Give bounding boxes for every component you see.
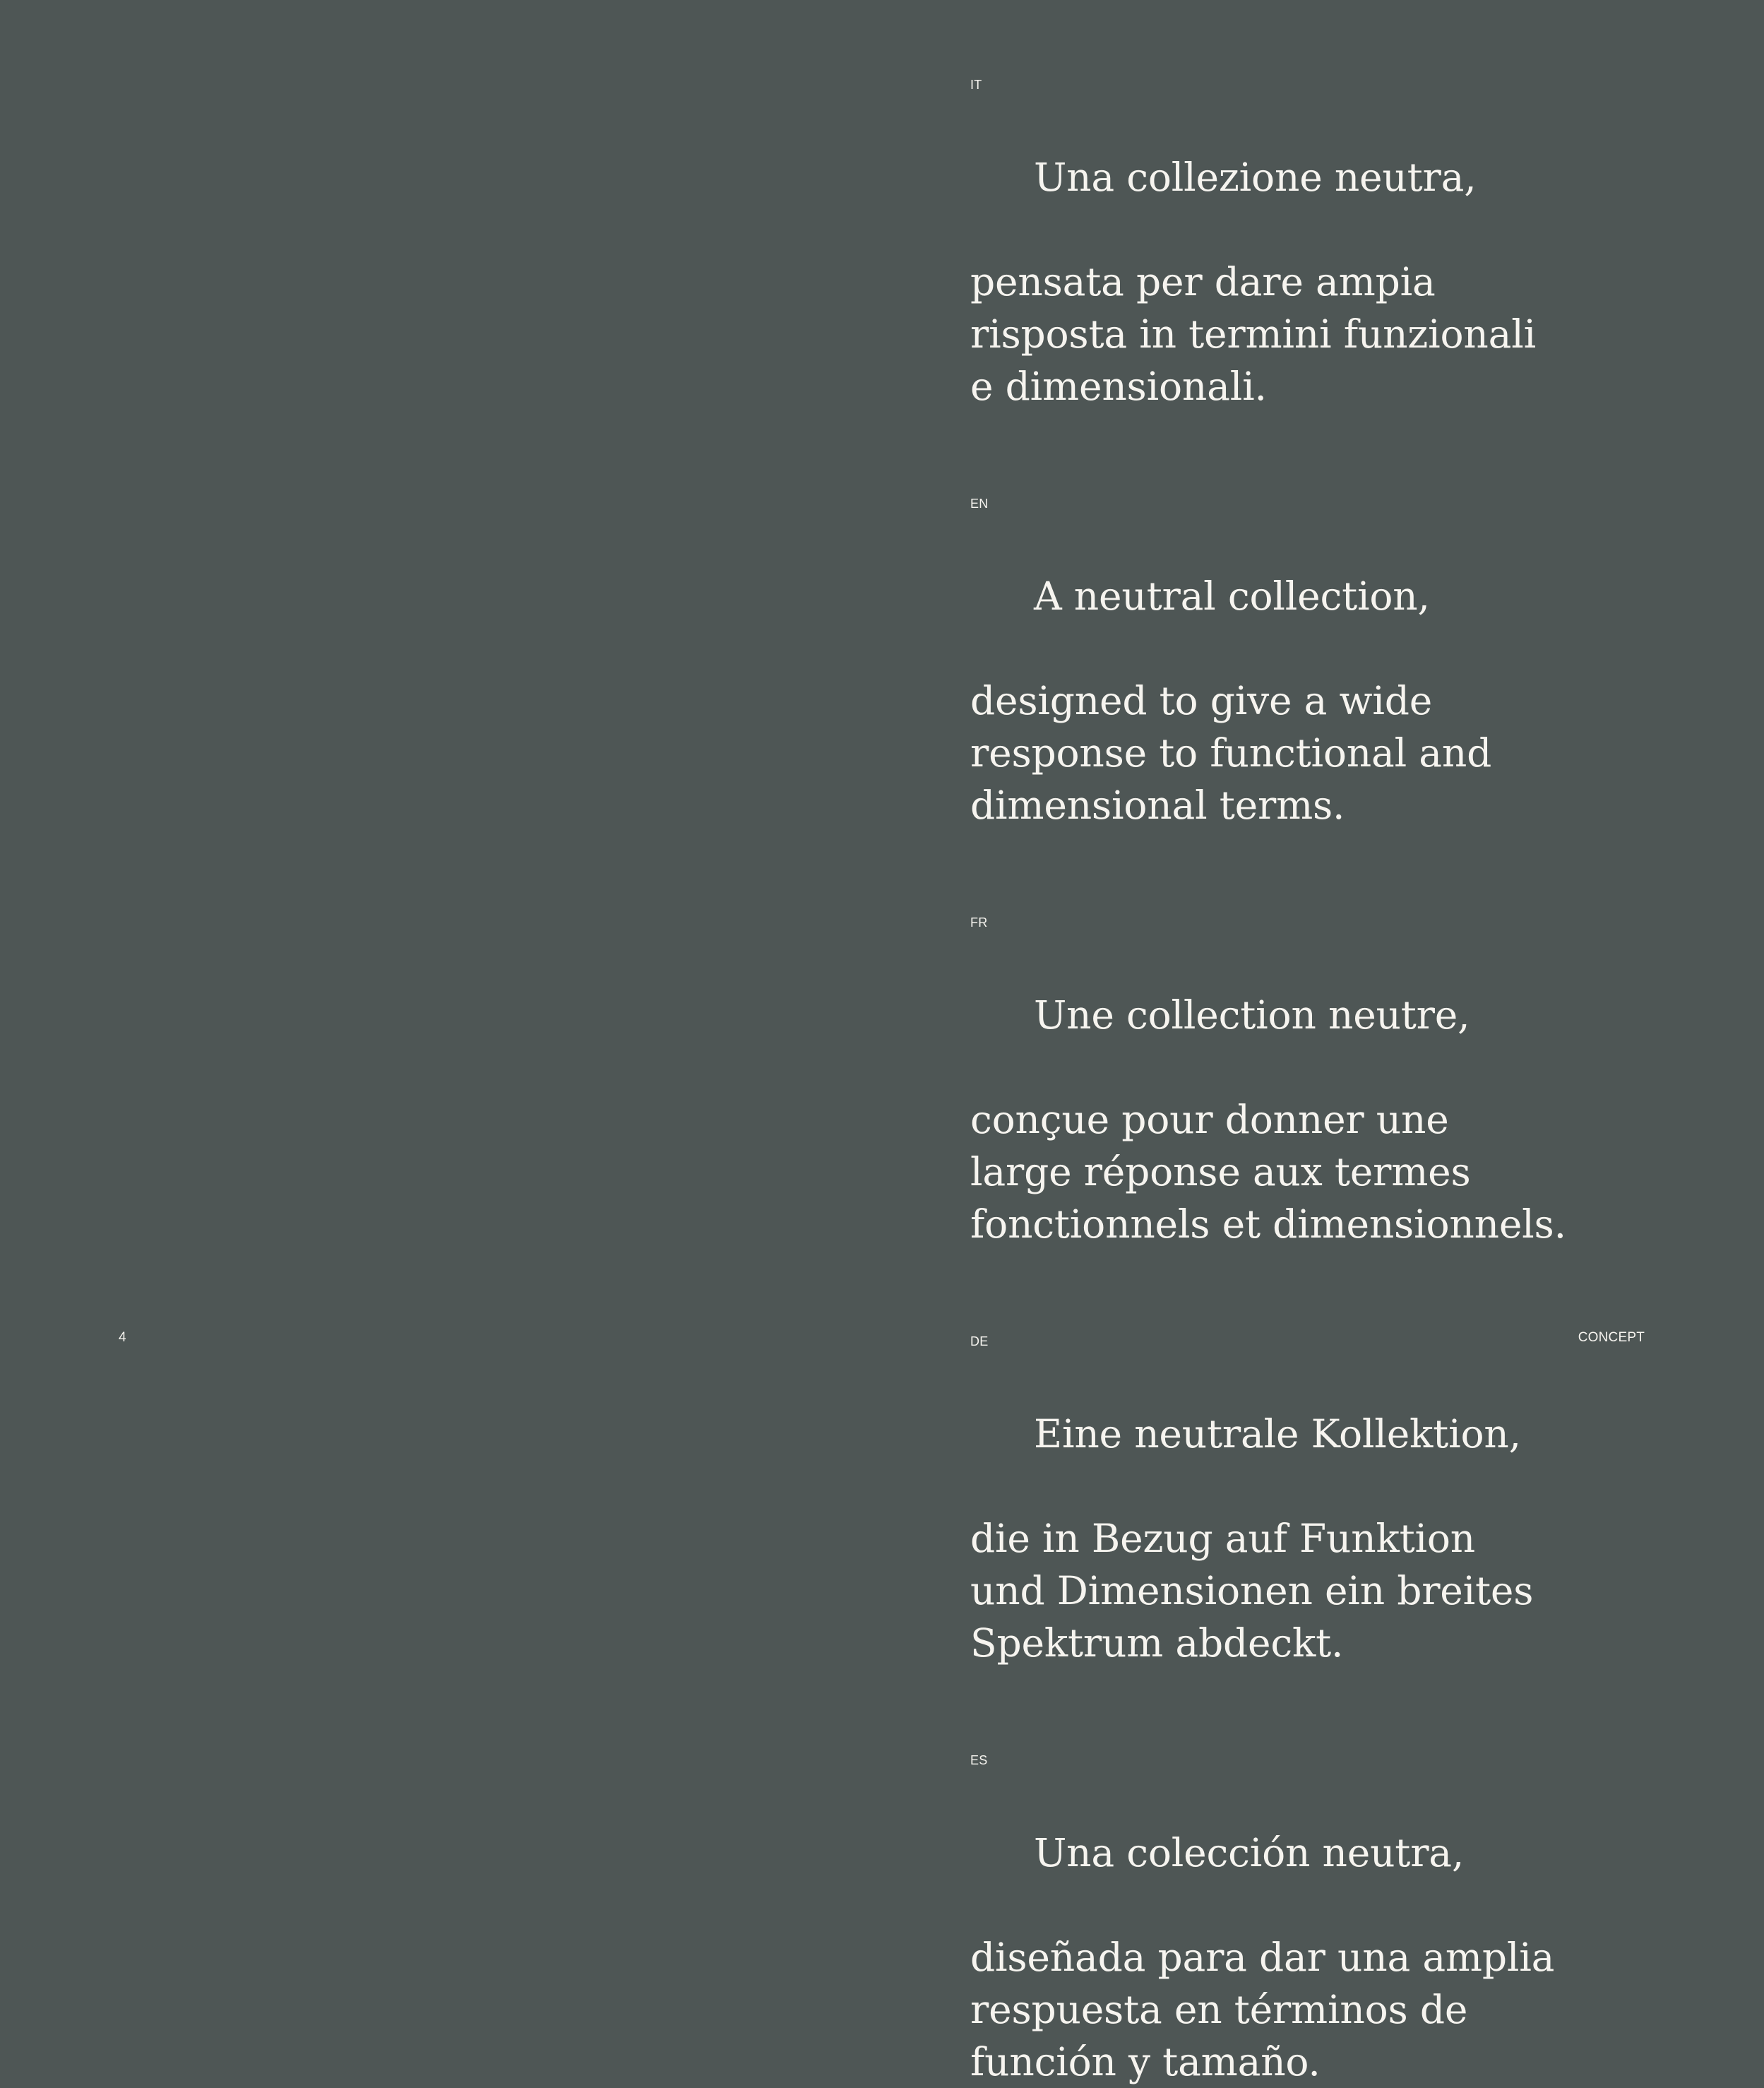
paragraph-first-line: Una collezione neutra, [1034, 155, 1477, 200]
language-code: EN [970, 497, 989, 511]
page-number: 4 [119, 1330, 126, 1345]
multilingual-concept-text [970, 47, 1719, 2088]
paragraph-italian [970, 47, 1719, 413]
paragraph-first-line: Une collection neutre, [1034, 992, 1470, 1038]
language-code: IT [970, 78, 982, 92]
paragraph-body: pensata per dare ampia risposta in termini funzionali e dimensionali. [970, 259, 1536, 409]
paragraph-first-line: Eine neutrale Kollektion, [1034, 1411, 1521, 1457]
paragraph-french [970, 884, 1719, 1250]
paragraph-body: conçue pour donner une large réponse aux termes fonctionnels et dimensionnels. [970, 1097, 1566, 1247]
language-code: FR [970, 915, 988, 930]
language-code: ES [970, 1753, 988, 1767]
language-code: DE [970, 1334, 989, 1348]
paragraph-body: designed to give a wide response to functional and dimensional terms. [970, 678, 1492, 828]
section-label: CONCEPT [1578, 1330, 1645, 1345]
paragraph-german [970, 1303, 1719, 1669]
paragraph-first-line: Una colección neutra, [1034, 1830, 1465, 1875]
paragraph-body: diseñada para dar una amplia respuesta en términos de función y tamaño. [970, 1935, 1555, 2084]
paragraph-body: die in Bezug auf Funktion und Dimensionen ein breites Spektrum abdeckt. [970, 1516, 1534, 1666]
paragraph-english [970, 465, 1719, 831]
paragraph-first-line: A neutral collection, [1034, 574, 1430, 619]
paragraph-spanish [970, 1722, 1719, 2088]
